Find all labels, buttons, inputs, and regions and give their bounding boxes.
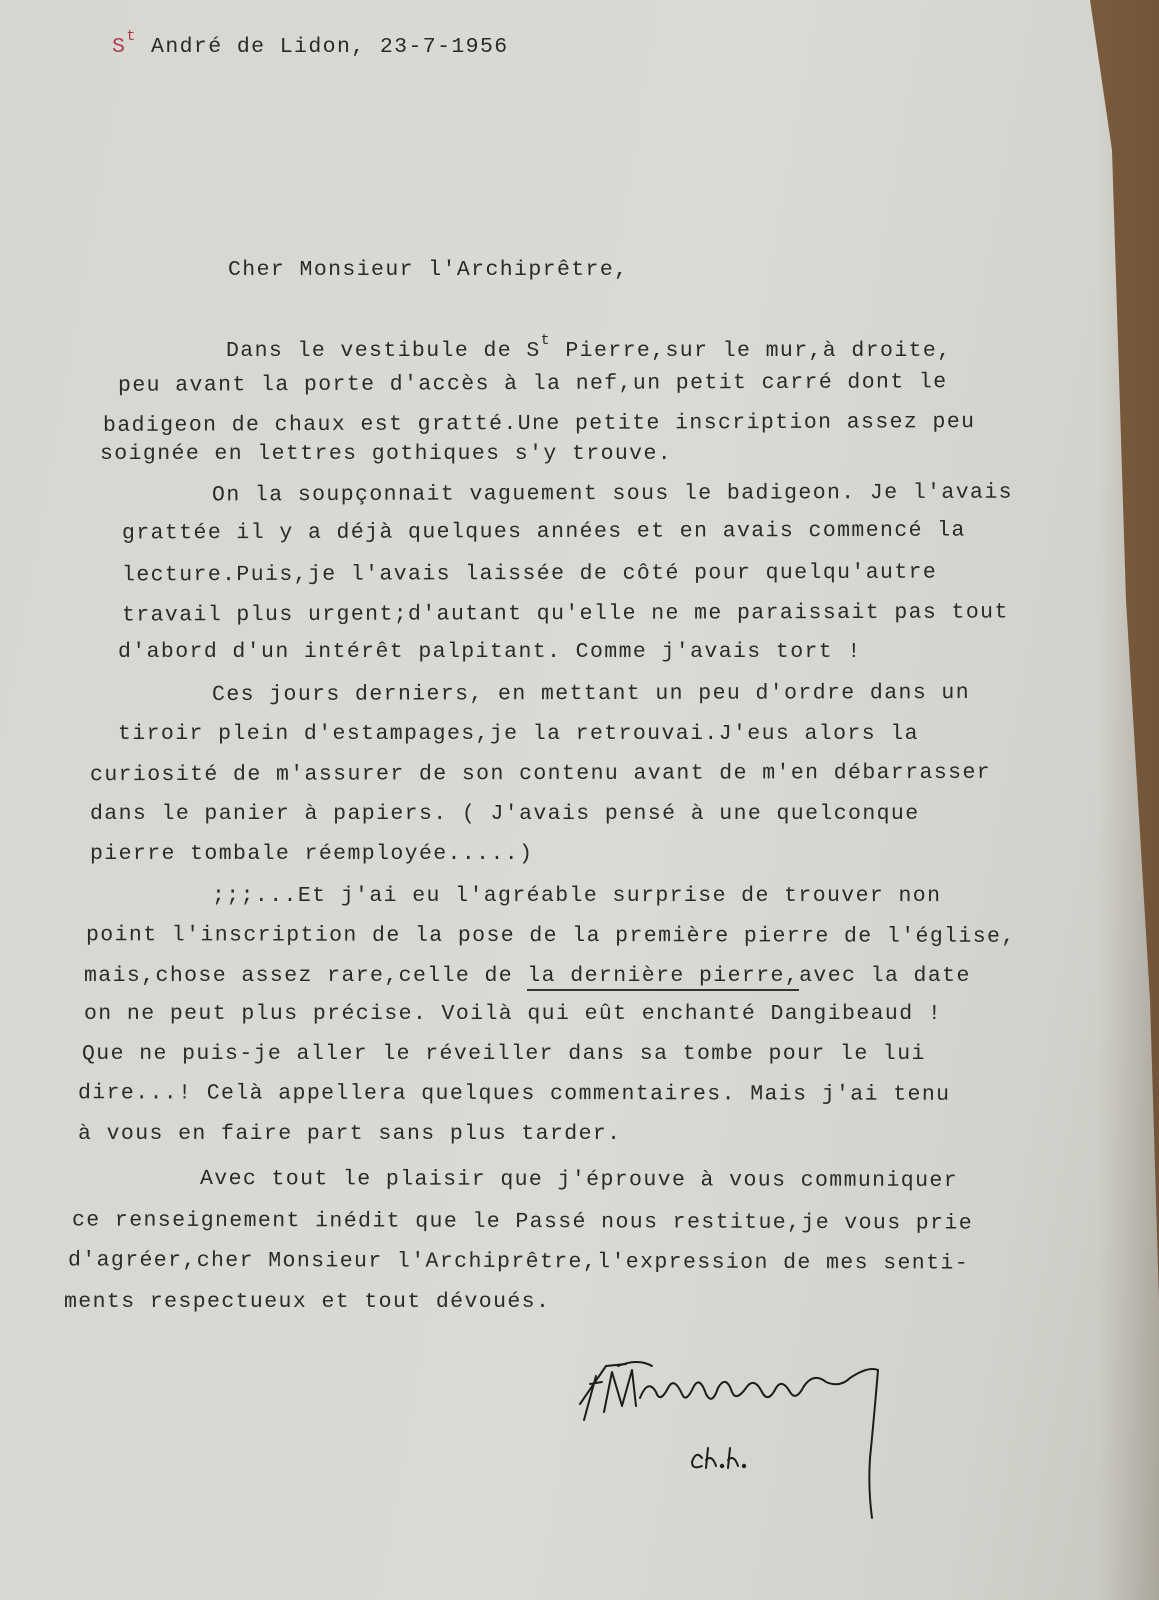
p5-line-2: ce renseignement inédit que le Passé nous restitue,je vous prie <box>71 1208 974 1236</box>
underlined-phrase: la dernière pierre, <box>527 964 799 991</box>
p4-line-5: Que ne puis-je aller le réveiller dans sa tombe pour le lui <box>82 1042 926 1066</box>
p4-line-2: point l'inscription de la pose de la première pierre de l'église, <box>85 923 1016 949</box>
p5-line-1: Avec tout le plaisir que j'éprouve à vous communiquer <box>199 1167 959 1193</box>
p1-line-2: peu avant la porte d'accès à la nef,un petit carré dont le <box>117 370 948 398</box>
page-edge-shadow <box>1099 0 1159 1600</box>
p4-line-1: ;;;...Et j'ai eu l'agréable surprise de trouver non <box>212 884 942 908</box>
p3-line-2: tiroir plein d'estampages,je la retrouvai.J'eus alors la <box>118 722 919 746</box>
p5-line-3: d'agréer,cher Monsieur l'Archiprêtre,l'expression de mes senti- <box>67 1248 970 1276</box>
p3-line-3: curiosité de m'assurer de son contenu avant de m'en débarrasser <box>89 760 992 788</box>
header-place-prefix: S <box>112 35 127 59</box>
p1-line-1-b: Pierre,sur le mur,à droite, <box>551 339 952 363</box>
p4-line-7: à vous en faire part sans plus tarder. <box>78 1122 622 1146</box>
p3-line-1: Ces jours derniers, en mettant un peu d'ordre dans un <box>211 681 971 707</box>
p1-line-4: soignée en lettres gothiques s'y trouve. <box>100 442 673 466</box>
p1-line-3: badigeon de chaux est gratté.Une petite inscription assez peu <box>102 410 976 438</box>
p5-line-4: ments respectueux et tout dévoués. <box>64 1290 551 1314</box>
p4-line-3 <box>84 964 971 988</box>
salutation: Cher Monsieur l'Archiprêtre, <box>228 258 629 282</box>
p4-line-6: dire...! Celà appellera quelques commentaires. Mais j'ai tenu <box>77 1081 951 1107</box>
letter-header <box>112 28 509 59</box>
p2-line-4: travail plus urgent;d'autant qu'elle ne me paraissait pas tout <box>121 600 1009 628</box>
p3-line-4: dans le panier à papiers. ( J'avais pensé à une quelconque <box>90 802 920 826</box>
p4-line-4: on ne peut plus précise. Voilà qui eût enchanté Dangibeaud ! <box>84 1002 943 1026</box>
p1-line-1-sup: t <box>540 332 552 349</box>
p1-line-1-a: Dans le vestibule de S <box>226 339 541 363</box>
p2-line-5: d'abord d'un intérêt palpitant. Comme j'avais tort ! <box>118 640 862 664</box>
p4-line-3-a: mais,chose assez rare,celle de <box>84 964 528 988</box>
p1-line-1 <box>226 332 952 363</box>
header-place-prefix-sup: t <box>126 28 137 45</box>
p3-line-5: pierre tombale réemployée.....) <box>90 842 534 866</box>
handwritten-signature <box>578 1358 898 1533</box>
p2-line-3: lecture.Puis,je l'avais laissée de côté pour quelqu'autre <box>121 560 938 588</box>
p2-line-2: grattée il y a déjà quelques années et en avais commencé la <box>121 518 966 546</box>
signature-drawing <box>578 1358 898 1528</box>
header-place-date: André de Lidon, 23-7-1956 <box>136 35 509 59</box>
p4-line-3-b: avec la date <box>799 964 971 988</box>
p2-line-1: On la soupçonnait vaguement sous le badigeon. Je l'avais <box>211 480 1013 508</box>
